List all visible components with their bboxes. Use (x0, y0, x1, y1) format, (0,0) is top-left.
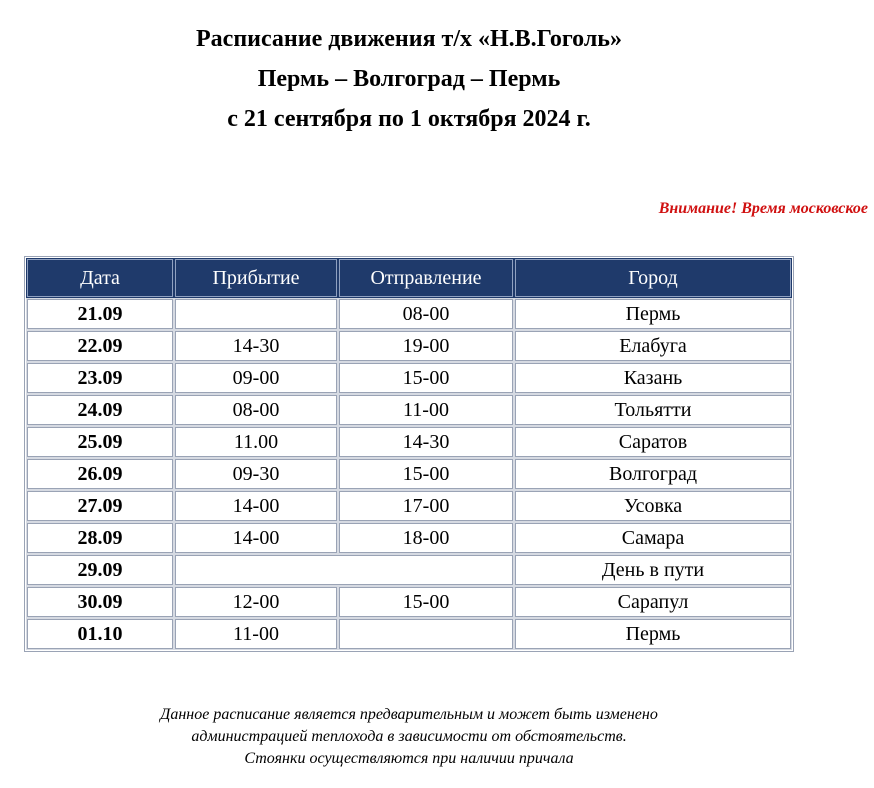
cell-departure: 15-00 (339, 459, 513, 489)
route-title: Пермь – Волгоград – Пермь (257, 66, 561, 92)
disclaimer (0, 704, 818, 770)
cell-city: Волгоград (515, 459, 791, 489)
cell-arrival (175, 299, 337, 329)
cell-city: Пермь (515, 299, 791, 329)
cell-arrival: 14-00 (175, 523, 337, 553)
cell-city: Самара (515, 523, 791, 553)
cell-date: 26.09 (27, 459, 173, 489)
cell-date: 23.09 (27, 363, 173, 393)
cell-date: 29.09 (27, 555, 173, 585)
cell-arrival-departure-merged (175, 555, 513, 585)
table-row (27, 619, 791, 649)
cell-arrival: 09-30 (175, 459, 337, 489)
cell-date: 01.10 (27, 619, 173, 649)
cell-date: 24.09 (27, 395, 173, 425)
table-row (27, 331, 791, 361)
cell-date: 28.09 (27, 523, 173, 553)
column-header-date: Дата (27, 259, 173, 297)
cell-departure: 11-00 (339, 395, 513, 425)
cell-departure: 14-30 (339, 427, 513, 457)
table-row (27, 395, 791, 425)
cell-city: Пермь (515, 619, 791, 649)
table-row (27, 587, 791, 617)
timezone-notice: Внимание! Время московское (658, 200, 868, 217)
cell-departure (339, 619, 513, 649)
cell-date: 30.09 (27, 587, 173, 617)
table-row (27, 523, 791, 553)
cell-city: Сарапул (515, 587, 791, 617)
cell-arrival: 14-30 (175, 331, 337, 361)
cell-departure: 17-00 (339, 491, 513, 521)
column-header-arrival: Прибытие (175, 259, 337, 297)
table-row (27, 459, 791, 489)
disclaimer-line-1: Данное расписание является предварительным и может быть изменено (160, 706, 658, 723)
cell-departure: 15-00 (339, 363, 513, 393)
table-row (27, 299, 791, 329)
cell-date: 25.09 (27, 427, 173, 457)
cell-city: Усовка (515, 491, 791, 521)
cell-date: 27.09 (27, 491, 173, 521)
cell-city: День в пути (515, 555, 791, 585)
cell-departure: 08-00 (339, 299, 513, 329)
cell-departure: 18-00 (339, 523, 513, 553)
cell-date: 21.09 (27, 299, 173, 329)
cell-arrival: 11-00 (175, 619, 337, 649)
cell-city: Тольятти (515, 395, 791, 425)
cell-departure: 19-00 (339, 331, 513, 361)
cell-city: Елабуга (515, 331, 791, 361)
column-header-city: Город (515, 259, 791, 297)
column-header-departure: Отправление (339, 259, 513, 297)
date-range-title: с 21 сентября по 1 октября 2024 г. (227, 106, 591, 132)
page-title: Расписание движения т/х «Н.В.Гоголь» (196, 26, 622, 52)
disclaimer-line-2: администрацией теплохода в зависимости от обстоятельств. (191, 728, 627, 745)
cell-arrival: 09-00 (175, 363, 337, 393)
cell-departure: 15-00 (339, 587, 513, 617)
table-row (27, 427, 791, 457)
table-row (27, 363, 791, 393)
cell-date: 22.09 (27, 331, 173, 361)
cell-arrival: 14-00 (175, 491, 337, 521)
cell-city: Саратов (515, 427, 791, 457)
cell-arrival: 12-00 (175, 587, 337, 617)
schedule-table (24, 256, 794, 652)
cell-city: Казань (515, 363, 791, 393)
cell-arrival: 11.00 (175, 427, 337, 457)
cell-arrival: 08-00 (175, 395, 337, 425)
table-row (27, 555, 791, 585)
disclaimer-line-3: Стоянки осуществляются при наличии причала (244, 750, 574, 767)
table-header-row (27, 259, 791, 297)
table-row (27, 491, 791, 521)
